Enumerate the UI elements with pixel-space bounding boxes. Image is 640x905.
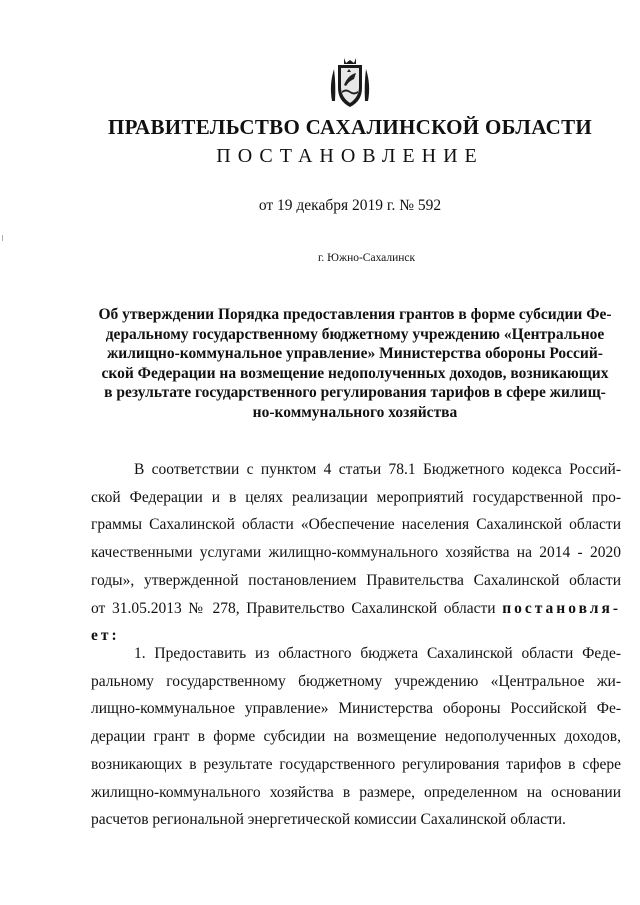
sakhalin-coat-of-arms-icon bbox=[326, 55, 374, 109]
paragraph-preamble bbox=[91, 456, 621, 650]
subject-line: в результате государственного регулирования тарифов в сфере жилищ- bbox=[104, 384, 606, 401]
paragraph-line: ской Федерации и в целях реализации мероприятий государственной про- bbox=[91, 488, 621, 506]
document-subject bbox=[92, 305, 618, 422]
paragraph-line: возникающих в результате государственного регулирования тарифов в сфере bbox=[91, 755, 621, 773]
resolves-word: постановля- bbox=[502, 599, 622, 617]
paragraph-line: годы», утвержденной постановлением Правительства Сахалинской области bbox=[91, 571, 621, 589]
subject-line: деральному государственному бюджетному учреждению «Центральное bbox=[105, 325, 605, 343]
paragraph-line: качественными услугами жилищно-коммунального хозяйства на 2014 - 2020 bbox=[91, 544, 621, 562]
subject-line: ской Федерации на возмещение недополученных доходов, возникающих bbox=[101, 364, 609, 382]
paragraph-line: ральному государственному бюджетному учреждению «Центральное жи- bbox=[91, 672, 621, 690]
document-type: ПОСТАНОВЛЕНИЕ bbox=[216, 145, 484, 167]
resolves-word-end: ет: bbox=[91, 627, 120, 645]
scan-artifact bbox=[2, 235, 3, 241]
document-place: г. Южно-Сахалинск bbox=[318, 252, 416, 264]
paragraph-line: лищно-коммунальное управление» Министерства обороны Российской Фе- bbox=[91, 700, 621, 718]
paragraph-item-1 bbox=[91, 640, 621, 834]
subject-line: Об утверждении Порядка предоставления грантов в форме субсидии Фе- bbox=[98, 306, 612, 323]
government-name: ПРАВИТЕЛЬСТВО САХАЛИНСКОЙ ОБЛАСТИ bbox=[107, 115, 593, 139]
paragraph-line-resolves bbox=[91, 595, 621, 623]
paragraph-line: В соответствии с пунктом 4 статьи 78.1 Бюджетного кодекса Россий- bbox=[134, 461, 621, 478]
document-date-number: от 19 декабря 2019 г. № 592 bbox=[258, 197, 442, 214]
paragraph-line: 1. Предоставить из областного бюджета Сахалинской области Феде- bbox=[134, 645, 621, 662]
subject-line: жилищно-коммунальное управление» Министерства обороны Россий- bbox=[107, 345, 603, 362]
paragraph-line: дерации грант в форме субсидии на возмещение недополученных доходов, bbox=[91, 728, 621, 746]
paragraph-line: расчетов региональной энергетической комиссии Сахалинской области. bbox=[91, 811, 566, 829]
paragraph-line: граммы Сахалинской области «Обеспечение населения Сахалинской области bbox=[91, 516, 621, 534]
paragraph-line: жилищно-коммунального хозяйства в размере, определенном на основании bbox=[91, 783, 621, 801]
paragraph-text: от 31.05.2013 № 278, Правительство Сахалинской области bbox=[91, 599, 496, 617]
subject-line: но-коммунального хозяйства bbox=[252, 403, 458, 421]
